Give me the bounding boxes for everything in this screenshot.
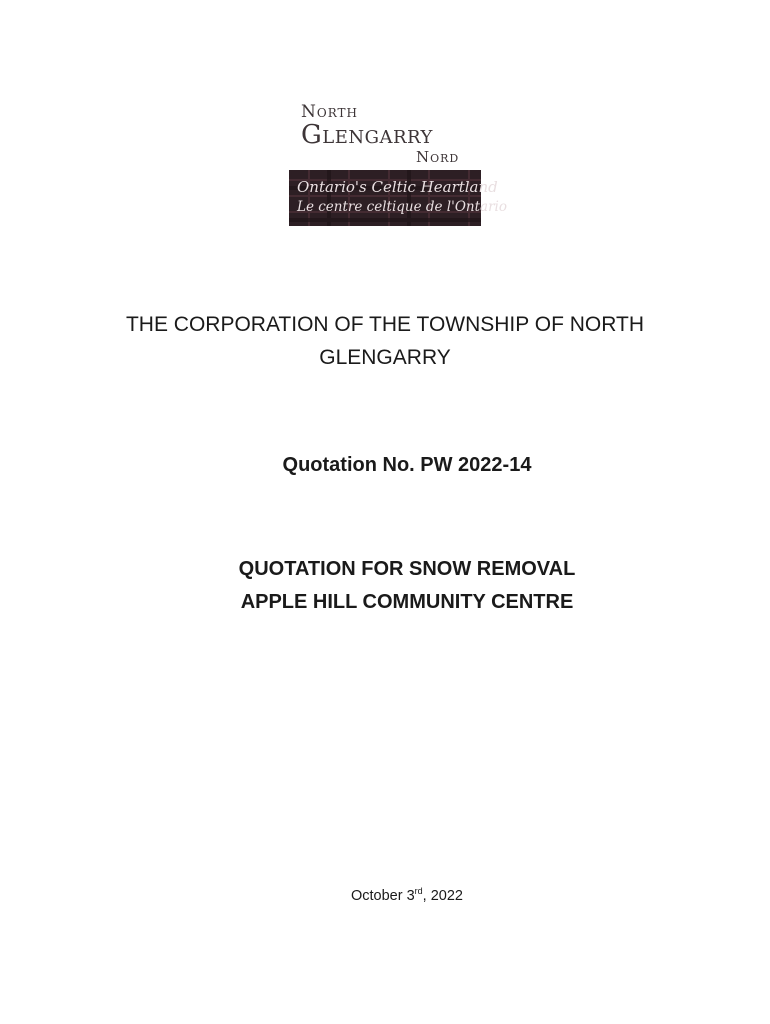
date-rest: , 2022 (422, 888, 463, 904)
logo-banner-english: Ontario's Celtic Heartland (297, 178, 498, 196)
logo-tartan-banner (289, 170, 507, 226)
date-ordinal-suffix: rd (414, 886, 423, 897)
logo-banner-french: Le centre celtique de l'Ontario (297, 199, 507, 215)
document-date (120, 885, 694, 907)
corporation-title (120, 308, 650, 374)
quotation-number: Quotation No. PW 2022-14 (282, 454, 532, 476)
logo-glengarry: Glengarry (301, 120, 433, 150)
project-title (120, 553, 694, 619)
logo-north: North (301, 102, 359, 122)
corporation-title-line-1: THE CORPORATION OF THE TOWNSHIP OF NORTH (125, 313, 645, 336)
corporation-title-line-2: GLENGARRY (319, 346, 451, 369)
project-title-line-2: APPLE HILL COMMUNITY CENTRE (240, 591, 574, 613)
date-prefix: October 3 (350, 888, 415, 904)
logo-nord: Nord (416, 148, 460, 166)
project-title-line-1: QUOTATION FOR SNOW REMOVAL (238, 558, 576, 580)
north-glengarry-logo (289, 100, 507, 226)
